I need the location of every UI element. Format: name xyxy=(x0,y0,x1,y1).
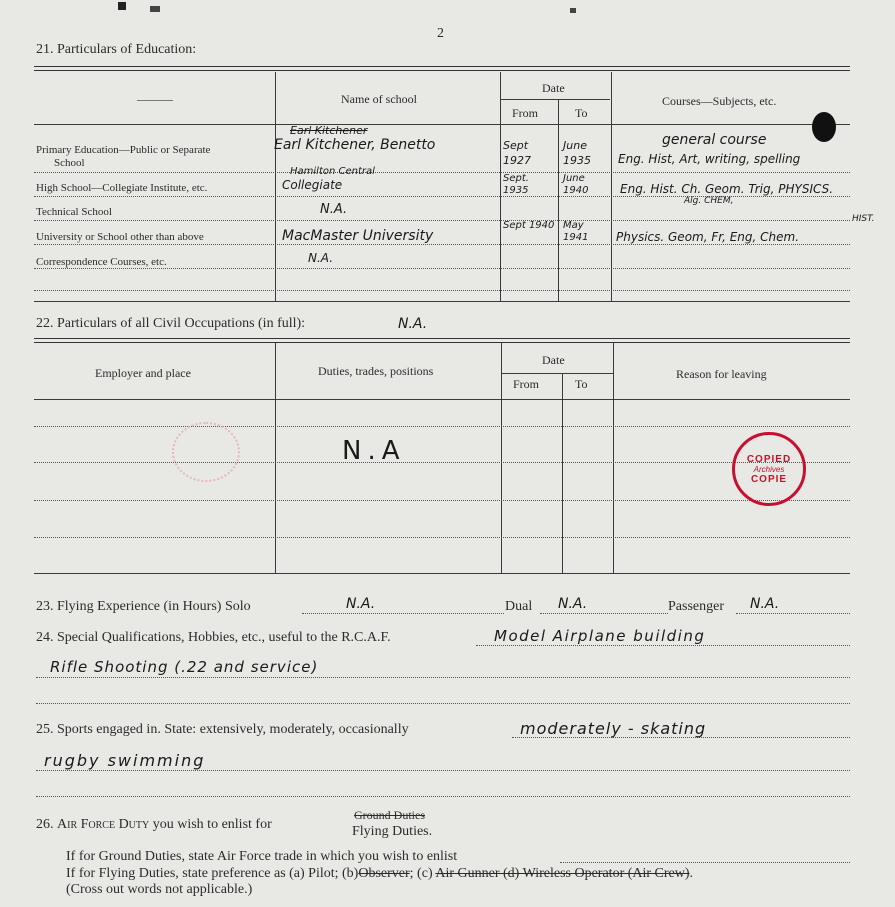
sports-line1: moderately - skating xyxy=(520,719,707,738)
sports-line2: rugby swimming xyxy=(44,751,206,770)
header-to: To xyxy=(575,106,588,120)
header-date: Date xyxy=(542,81,565,95)
qualifications-line1: Model Airplane building xyxy=(494,627,706,645)
date-to: May 1941 xyxy=(563,220,589,243)
flying-label: 23. Flying Experience (in Hours) Solo xyxy=(36,599,251,614)
duty-air-gunner-struck: Air Gunner (d) Wireless Operator (Air Crew) xyxy=(435,866,690,881)
header-to: To xyxy=(575,377,588,391)
courses: general course xyxy=(662,132,767,148)
occupations-value: N.A. xyxy=(398,316,428,332)
faint-stamp xyxy=(172,422,240,482)
copied-stamp-top: COPIED xyxy=(746,453,792,465)
duty-flying-line xyxy=(66,866,693,882)
education-row-rule xyxy=(34,172,850,173)
header-reason: Reason for leaving xyxy=(676,367,767,381)
scan-mark xyxy=(118,2,126,10)
education-row-rule xyxy=(34,290,850,291)
duty-flying-c: ; (c) xyxy=(409,866,433,881)
education-row-label: Technical School xyxy=(36,206,112,218)
education-row-rule xyxy=(34,244,850,245)
occupations-col-divider xyxy=(501,343,502,573)
occupations-col-divider xyxy=(275,343,276,573)
header-from: From xyxy=(512,106,539,120)
flying-dual-label: Dual xyxy=(505,599,533,614)
courses-note: HIST. xyxy=(852,214,875,224)
occupations-entry: N.A xyxy=(342,436,406,466)
occupations-col-divider xyxy=(562,373,563,573)
date-subheader-rule xyxy=(500,99,610,100)
date-from: Sept 1927 xyxy=(503,139,531,167)
school-name: N.A. xyxy=(320,202,348,217)
education-row-label: High School—Collegiate Institute, etc. xyxy=(36,182,208,194)
school-name: Hamilton Central xyxy=(290,166,375,177)
courses: Eng. Hist, Art, writing, spelling xyxy=(618,152,801,166)
duty-flying-period: . xyxy=(689,866,694,881)
occupations-row-rule xyxy=(34,500,850,501)
header-duties: Duties, trades, positions xyxy=(318,364,434,378)
ink-blot xyxy=(812,112,836,142)
date-to: June 1935 xyxy=(563,139,591,167)
occupations-bottom-rule xyxy=(34,573,850,574)
courses: Alg. CHEM, xyxy=(684,196,734,206)
education-header-rule xyxy=(34,124,850,125)
school-name: N.A. xyxy=(308,251,334,265)
copied-stamp-bottom: COPIE xyxy=(750,473,788,485)
occupations-row-rule xyxy=(34,537,850,538)
flying-dual-line xyxy=(540,613,668,614)
header-name-of-school: Name of school xyxy=(341,92,417,106)
duty-observer-struck: Observer xyxy=(358,866,410,881)
qualifications-line xyxy=(36,677,850,678)
flying-solo-value: N.A. xyxy=(346,596,376,612)
qualifications-line xyxy=(476,645,850,646)
header-courses: Courses—Subjects, etc. xyxy=(662,94,777,108)
duty-ground-struck: Ground Duties xyxy=(354,808,425,822)
duty-flying-prefix: If for Flying Duties, state preference as (a) Pilot; (b) xyxy=(66,866,359,881)
education-top-rule xyxy=(34,66,850,71)
education-row-rule xyxy=(34,268,850,269)
occupations-row-rule xyxy=(34,426,850,427)
flying-passenger-label: Passenger xyxy=(668,599,724,614)
qualifications-label: 24. Special Qualifications, Hobbies, etc., useful to the R.C.A.F. xyxy=(36,630,391,645)
page-number: 2 xyxy=(437,26,444,41)
education-col-divider xyxy=(558,99,559,301)
education-row-rule xyxy=(34,220,850,221)
education-title: 21. Particulars of Education: xyxy=(36,42,197,57)
header-date: Date xyxy=(542,353,565,367)
occupations-title: 22. Particulars of all Civil Occupations (in full): xyxy=(36,316,306,331)
occupations-top-rule xyxy=(34,338,850,343)
sports-label: 25. Sports engaged in. State: extensively, moderately, occasionally xyxy=(36,722,409,737)
occupations-header-rule xyxy=(34,399,850,400)
education-row-label: Primary Education—Public or Separate xyxy=(36,144,211,156)
copied-stamp-middle: Archives xyxy=(753,464,785,474)
duty-ground-line: If for Ground Duties, state Air Force trade in which you wish to enlist xyxy=(66,849,458,864)
occupations-date-rule xyxy=(501,373,613,374)
qualifications-line xyxy=(36,703,850,704)
school-name-struck: Earl Kitchener xyxy=(290,124,368,137)
education-bottom-rule xyxy=(34,301,850,302)
duty-number: 26. xyxy=(36,817,54,832)
flying-solo-line xyxy=(302,613,504,614)
header-dash: ——— xyxy=(137,92,173,106)
duty-flying: Flying Duties. xyxy=(352,824,433,839)
scan-mark xyxy=(570,8,576,13)
header-employer: Employer and place xyxy=(95,366,191,380)
education-col-divider xyxy=(500,72,501,301)
duty-prefix: Air Force Duty xyxy=(57,817,150,832)
education-col-divider xyxy=(275,72,276,301)
education-col-divider xyxy=(611,72,612,301)
education-row-label: Correspondence Courses, etc. xyxy=(36,256,167,268)
occupations-row-rule xyxy=(34,462,850,463)
education-row-label: School xyxy=(54,157,85,169)
header-from: From xyxy=(513,377,540,391)
scan-mark xyxy=(150,6,160,12)
duty-cross-out: (Cross out words not applicable.) xyxy=(66,882,253,897)
copied-stamp xyxy=(732,432,806,506)
courses: Physics. Geom, Fr, Eng, Chem. xyxy=(616,230,800,244)
date-to: June 1940 xyxy=(563,173,589,196)
flying-passenger-value: N.A. xyxy=(750,596,780,612)
school-name: Collegiate xyxy=(282,178,343,192)
date-from: Sept 1940 xyxy=(503,220,555,231)
duty-label xyxy=(36,817,272,833)
courses: Eng. Hist. Ch. Geom. Trig, PHYSICS. xyxy=(620,182,834,196)
flying-passenger-line xyxy=(736,613,850,614)
date-from: Sept. 1935 xyxy=(503,173,529,196)
qualifications-line2: Rifle Shooting (.22 and service) xyxy=(50,658,319,676)
school-name: Earl Kitchener, Benetto xyxy=(274,137,436,153)
flying-dual-value: N.A. xyxy=(558,596,588,612)
school-name: MacMaster University xyxy=(282,228,434,244)
occupations-col-divider xyxy=(613,343,614,573)
education-row-label: University or School other than above xyxy=(36,231,204,243)
sports-line xyxy=(36,796,850,797)
sports-line xyxy=(36,770,850,771)
duty-ground-dots xyxy=(560,862,850,863)
duty-suffix: you wish to enlist for xyxy=(152,817,272,832)
